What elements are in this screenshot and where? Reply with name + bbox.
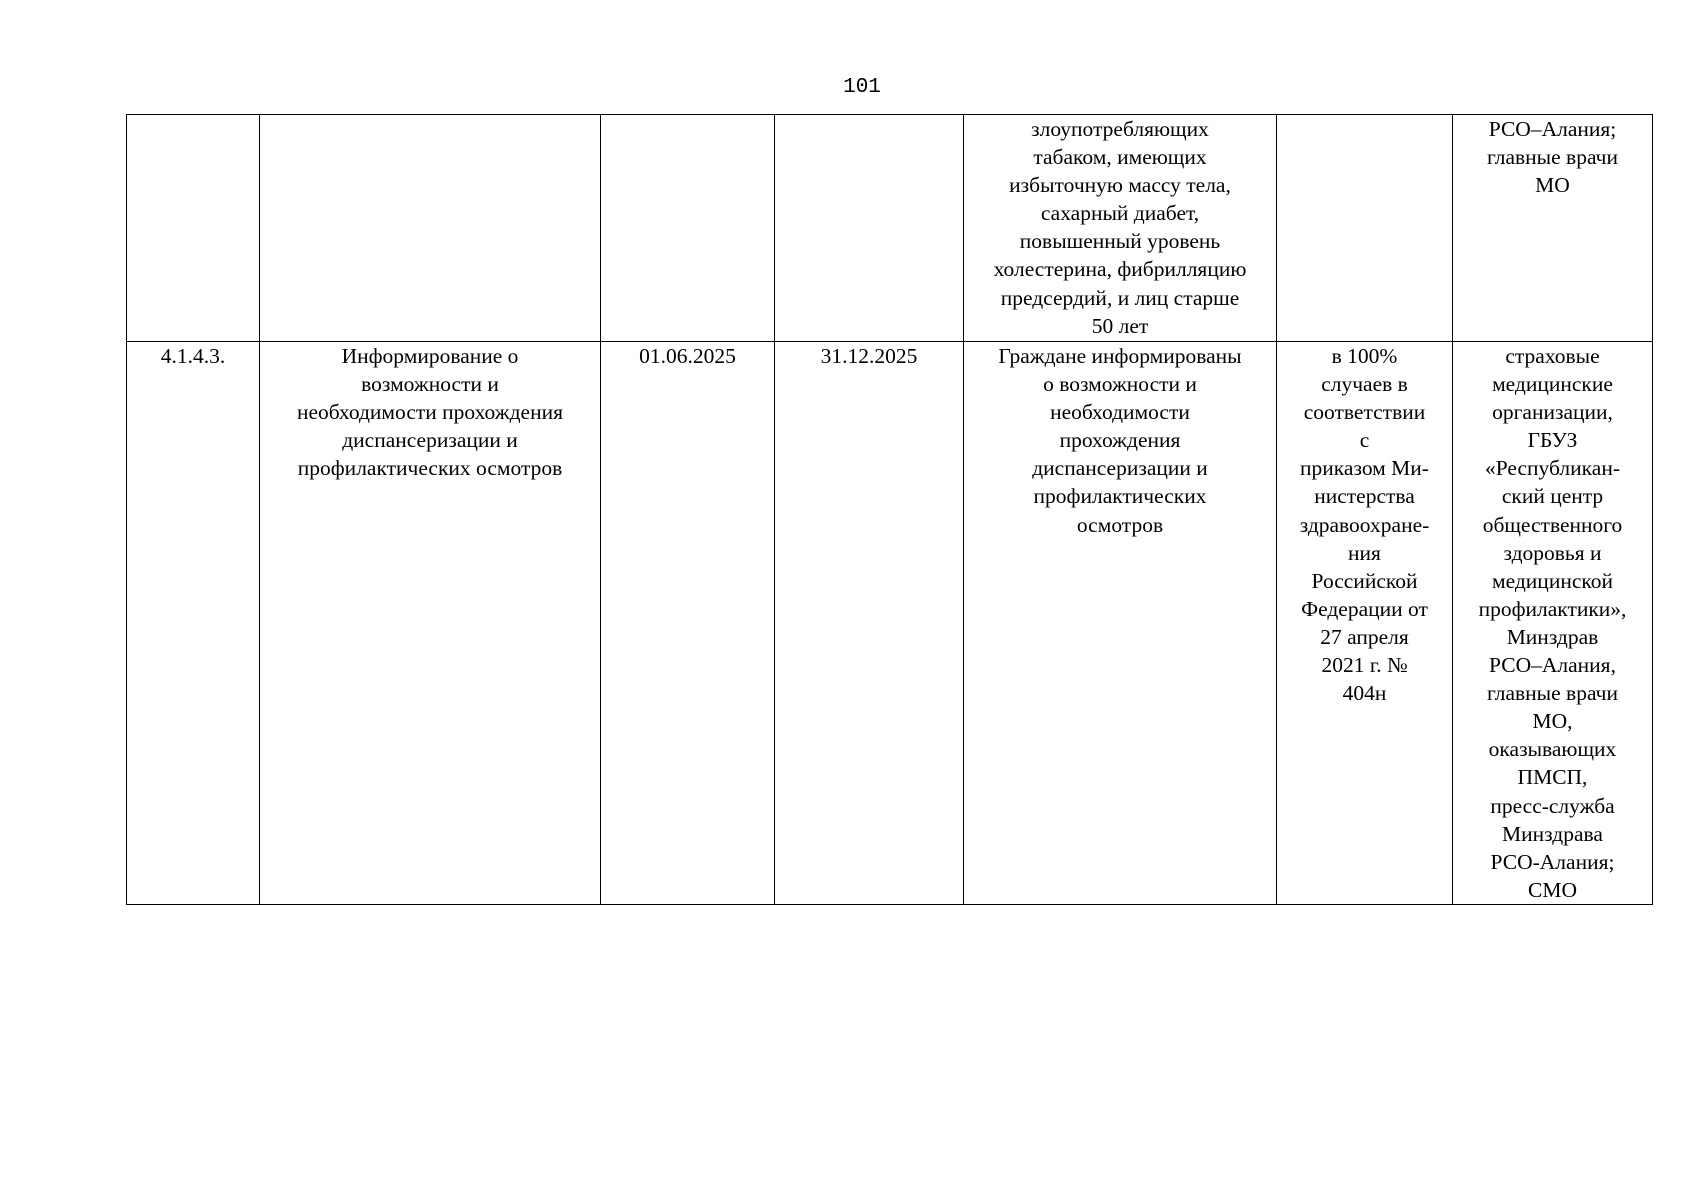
cell-text-line: СМО <box>1528 877 1577 902</box>
cell-text-line: ПМСП, <box>1517 765 1588 790</box>
cell-text-line: медицинской <box>1492 568 1613 593</box>
cell-text-line: предсердий, и лиц старше <box>1000 285 1240 310</box>
cell-text-line: Российской <box>1311 568 1418 593</box>
cell-text-line: МО, <box>1532 709 1573 734</box>
cell-text-line: РСО–Алания, <box>1489 653 1616 678</box>
cell-text-line: 27 апреля <box>1320 624 1409 649</box>
cell-text-line: здравоохране- <box>1299 512 1430 537</box>
cell-text-line: «Республикан- <box>1485 456 1620 481</box>
cell-result <box>964 115 1277 342</box>
cell-text-line: 404н <box>1342 681 1387 706</box>
cell-end-date <box>775 115 964 342</box>
cell-text-line: сахарный диабет, <box>1040 201 1200 226</box>
cell-text-line: профилактических <box>1033 484 1207 509</box>
cell-text-line: главные врачи <box>1487 145 1618 170</box>
cell-text-line: Информирование о <box>341 344 519 368</box>
cell-text-line: Минздрав <box>1506 624 1599 649</box>
cell-text-line: соответствии <box>1303 400 1426 425</box>
cell-number: 4.1.4.3. <box>127 342 260 905</box>
cell-text-line: страховые <box>1505 344 1600 368</box>
cell-title <box>260 342 601 905</box>
table-row <box>127 115 1653 342</box>
cell-number <box>127 115 260 342</box>
cell-responsible <box>1453 115 1653 342</box>
cell-text-line: оказывающих <box>1488 737 1617 762</box>
page-number: 101 <box>843 76 881 99</box>
cell-text-line: РСО–Алания; <box>1488 117 1617 141</box>
cell-text-line: осмотров <box>1076 512 1164 537</box>
cell-text-line: общественного <box>1482 512 1623 537</box>
cell-text-line: избыточную массу тела, <box>1009 173 1231 198</box>
table-row <box>127 342 1653 905</box>
cell-text-line: ский центр <box>1501 484 1604 509</box>
cell-text-line: в 100% <box>1331 344 1398 368</box>
cell-text-line: возможности и <box>361 372 499 397</box>
cell-text-line: Граждане информированы <box>998 344 1242 368</box>
cell-text-line: 2021 г. № <box>1321 653 1408 678</box>
cell-text-line: Минздрава <box>1502 821 1603 846</box>
cell-start-date: 01.06.2025 <box>601 342 775 905</box>
cell-text-line: диспансеризации и <box>1032 456 1208 481</box>
cell-text-line: табаком, имеющих <box>1033 145 1207 170</box>
cell-indicator <box>1277 115 1453 342</box>
cell-text-line: повышенный уровень <box>1019 229 1221 254</box>
cell-text-line: с <box>1359 428 1370 453</box>
cell-responsible <box>1453 342 1653 905</box>
cell-text-line: диспансеризации и <box>342 428 518 453</box>
cell-text-line: прохождения <box>1059 428 1181 453</box>
cell-text-line: необходимости прохождения <box>297 400 563 425</box>
cell-indicator <box>1277 342 1453 905</box>
cell-end-date: 31.12.2025 <box>775 342 964 905</box>
cell-result <box>964 342 1277 905</box>
cell-text-line: 50 лет <box>1091 313 1149 338</box>
cell-text-line: здоровья и <box>1503 540 1602 565</box>
cell-text-line: пресс-служба <box>1490 793 1615 818</box>
cell-text-line: нистерства <box>1314 484 1415 509</box>
cell-text-line: злоупотребляющих <box>1031 117 1209 141</box>
cell-text-line: профилактических осмотров <box>297 456 563 481</box>
cell-text-line: холестерина, фибрилляцию <box>993 257 1247 282</box>
cell-title <box>260 115 601 342</box>
cell-text-line: необходимости <box>1050 400 1190 425</box>
cell-text-line: о возможности и <box>1043 372 1197 397</box>
cell-text-line: МО <box>1535 173 1570 198</box>
cell-text-line: приказом Ми- <box>1300 456 1429 481</box>
cell-text-line: ГБУЗ <box>1527 428 1578 453</box>
cell-text-line: профилактики», <box>1478 596 1627 621</box>
cell-text-line: главные врачи <box>1487 681 1618 706</box>
cell-text-line: случаев в <box>1321 372 1408 397</box>
cell-text-line: РСО-Алания; <box>1490 849 1615 874</box>
plan-table <box>126 114 1653 905</box>
cell-text-line: ния <box>1348 540 1381 565</box>
cell-text-line: медицинские <box>1492 372 1613 397</box>
cell-text-line: организации, <box>1492 400 1613 425</box>
cell-start-date <box>601 115 775 342</box>
cell-text-line: Федерации от <box>1301 596 1428 621</box>
